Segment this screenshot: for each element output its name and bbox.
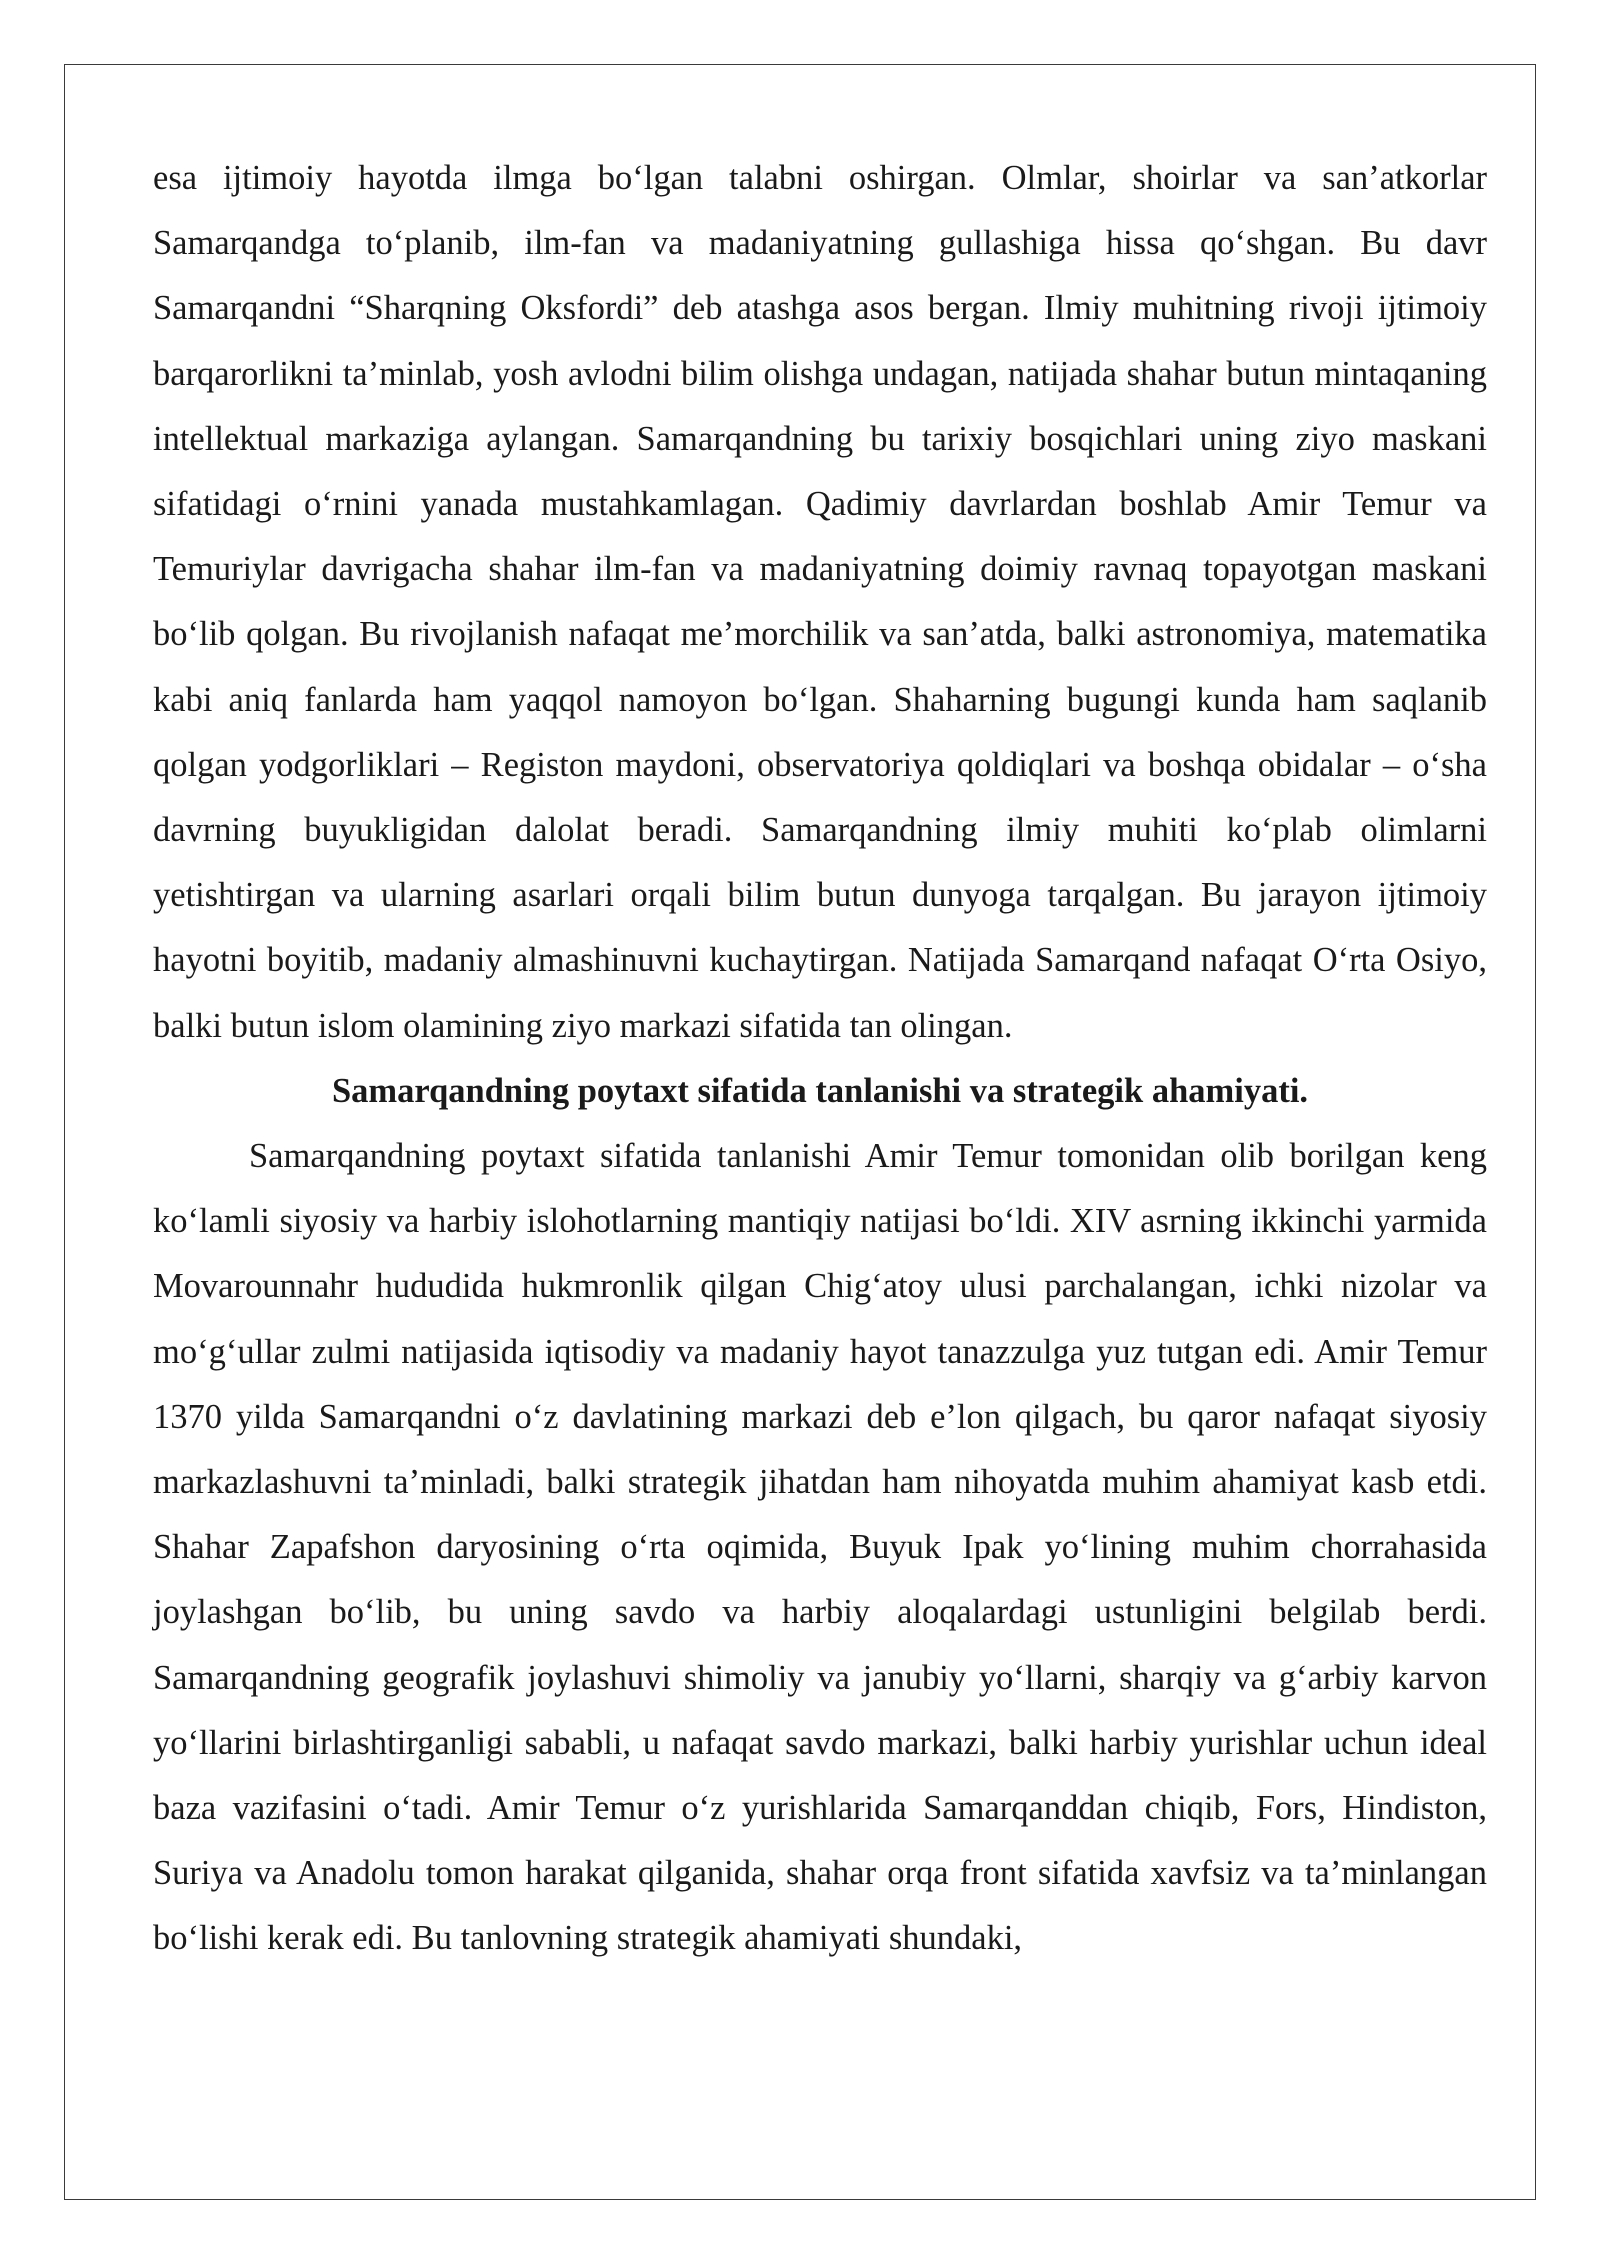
body-paragraph: Samarqandning poytaxt sifatida tanlanishi Amir Temur tomonidan olib borilgan keng ko‘lamli siyosiy va harbiy islohotlarning mantiqiy natijasi bo‘ldi. XIV asrning ikkinchi yarmida Movarounnahr hududida hukmronlik qilgan Chig‘atoy ulusi parchalangan, ichki nizolar va mo‘g‘ullar zulmi natijasida iqtisodiy va madaniy hayot tanazzulga yuz tutgan edi. Amir Temur 1370 yilda Samarqandni o‘z davlatining markazi deb e’lon qilgach, bu qaror nafaqat siyosiy markazlashuvni ta’minladi, balki strategik jihatdan ham nihoyatda muhim ahamiyat kasb etdi. Shahar Zapafshon daryosining o‘rta oqimida, Buyuk Ipak yo‘lining muhim chorrahasida joylashgan bo‘lib, bu uning savdo va harbiy aloqalardagi ustunligini belgilab berdi. Samarqandning geografik joylashuvi shimoliy va janubiy yo‘llarni, sharqiy va g‘arbiy karvon yo‘llarini birlashtirganligi sababli, u nafaqat savdo markazi, balki harbiy yurishlar uchun ideal baza vazifasini o‘tadi. Amir Temur o‘z yurishlarida Samarqanddan chiqib, Fors, Hindiston, Suriya va Anadolu tomon harakat qilganida, shahar orqa front sifatida xavfsiz va ta’minlangan bo‘lishi kerak edi. Bu tanlovning strategik ahamiyati shundaki, — [153, 1137, 1487, 1958]
document-body — [153, 146, 1487, 1972]
body-paragraph: esa ijtimoiy hayotda ilmga bo‘lgan talabni oshirgan. Olmlar, shoirlar va san’atkorlar Samarqandga to‘planib, ilm-fan va madaniyatning gullashiga hissa qo‘shgan. Bu davr Samarqandni “Sharqning Oksfordi” deb atashga asos bergan. Ilmiy muhitning rivoji ijtimoiy barqarorlikni ta’minlab, yosh avlodni bilim olishga undagan, natijada shahar butun mintaqaning intellektual markaziga aylangan. Samarqandning bu tarixiy bosqichlari uning ziyo maskani sifatidagi o‘rnini yanada mustahkamlagan. Qadimiy davrlardan boshlab Amir Temur va Temuriylar davrigacha shahar ilm-fan va madaniyatning doimiy ravnaq topayotgan maskani bo‘lib qolgan. Bu rivojlanish nafaqat me’morchilik va san’atda, balki astronomiya, matematika kabi aniq fanlarda ham yaqqol namoyon bo‘lgan. Shaharning bugungi kunda ham saqlanib qolgan yodgorliklari – Registon maydoni, observatoriya qoldiqlari va boshqa obidalar – o‘sha davrning buyukligidan dalolat beradi. Samarqandning ilmiy muhiti ko‘plab olimlarni yetishtirgan va ularning asarlari orqali bilim butun dunyoga tarqalgan. Bu jarayon ijtimoiy hayotni boyitib, madaniy almashinuvni kuchaytirgan. Natijada Samarqand nafaqat O‘rta Osiyo, balki butun islom olamining ziyo markazi sifatida tan olingan. — [153, 159, 1487, 1045]
section-heading: Samarqandning poytaxt sifatida tanlanishi va strategik ahamiyati. — [331, 1071, 1309, 1110]
